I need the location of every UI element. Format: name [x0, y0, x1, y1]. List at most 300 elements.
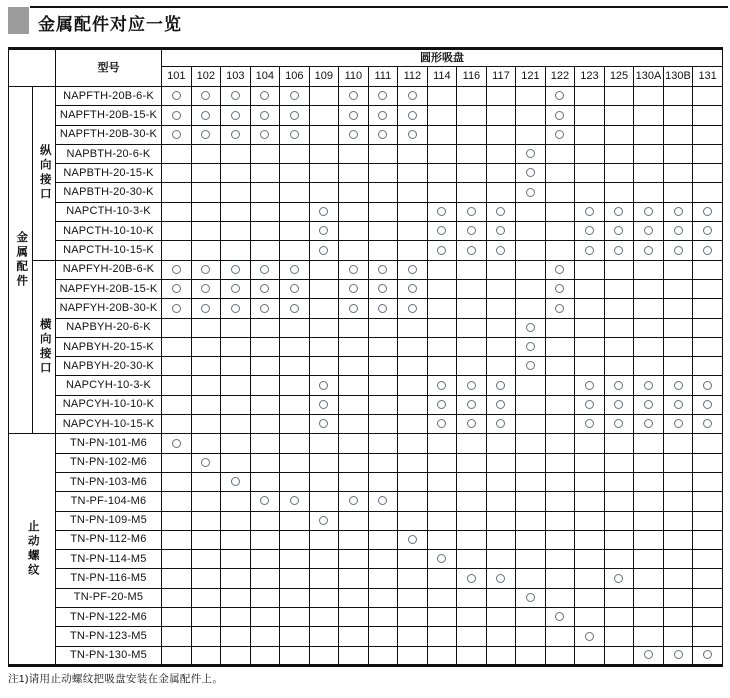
compat-cell [427, 202, 457, 221]
compat-cell [457, 144, 487, 163]
compat-cell [663, 511, 693, 530]
compat-cell [604, 550, 634, 569]
compat-cell [486, 241, 516, 260]
compat-cell [663, 376, 693, 395]
compat-cell [191, 415, 221, 434]
compat-cell [368, 337, 398, 356]
compat-cell [545, 125, 575, 144]
compat-cell [516, 87, 546, 106]
table-row [9, 646, 723, 665]
compat-cell [309, 376, 339, 395]
compat-cell [368, 87, 398, 106]
compat-cell [368, 125, 398, 144]
compat-cell [221, 550, 251, 569]
column-header: 101 [162, 67, 192, 87]
compat-cell [309, 299, 339, 318]
compat-cell [545, 299, 575, 318]
column-header: 131 [693, 67, 723, 87]
compat-circle [674, 650, 683, 659]
compat-cell [663, 337, 693, 356]
compat-cell [162, 222, 192, 241]
compat-circle [172, 91, 181, 100]
table-row [9, 299, 723, 318]
model-cell: TN-PN-112-M6 [56, 530, 162, 549]
compat-cell [339, 260, 369, 279]
compat-cell [368, 241, 398, 260]
table-row [9, 164, 723, 183]
compat-cell [339, 318, 369, 337]
compat-cell [368, 569, 398, 588]
compat-cell [250, 376, 280, 395]
compat-cell [545, 376, 575, 395]
compat-table-body [9, 49, 723, 666]
compat-cell [693, 318, 723, 337]
compat-circle [231, 111, 240, 120]
column-header: 130A [634, 67, 664, 87]
compat-cell [486, 453, 516, 472]
compat-cell [339, 202, 369, 221]
compat-circle [172, 304, 181, 313]
model-cell: NAPBTH-20-6-K [56, 144, 162, 163]
compat-cell [339, 492, 369, 511]
compat-cell [280, 279, 310, 298]
compat-cell [516, 299, 546, 318]
compat-cell [604, 260, 634, 279]
compat-cell [545, 627, 575, 646]
compat-cell [309, 550, 339, 569]
compat-circle [437, 400, 446, 409]
model-cell: NAPBYH-20-15-K [56, 337, 162, 356]
compat-cell [575, 125, 605, 144]
compat-cell [368, 627, 398, 646]
compat-circle [496, 207, 505, 216]
compat-cell [663, 202, 693, 221]
compat-cell [634, 395, 664, 414]
compat-cell [634, 608, 664, 627]
compat-circle [319, 516, 328, 525]
subgroup-label-text: 纵向接口 [38, 144, 51, 203]
compat-cell [693, 125, 723, 144]
compat-circle [408, 265, 417, 274]
compat-cell [280, 434, 310, 453]
compat-circle [496, 400, 505, 409]
compat-circle [674, 246, 683, 255]
compat-cell [280, 337, 310, 356]
compat-cell [162, 434, 192, 453]
compat-cell [221, 87, 251, 106]
compat-cell [575, 395, 605, 414]
compat-cell [575, 144, 605, 163]
compat-cell [516, 608, 546, 627]
compat-cell [162, 376, 192, 395]
compat-cell [545, 202, 575, 221]
compat-cell [250, 318, 280, 337]
table-row [9, 279, 723, 298]
compat-circle [555, 304, 564, 313]
compat-cell [368, 183, 398, 202]
model-cell: NAPFTH-20B-15-K [56, 106, 162, 125]
compat-cell [250, 492, 280, 511]
compat-cell [398, 337, 428, 356]
compat-cell [575, 164, 605, 183]
compat-cell [368, 530, 398, 549]
compat-cell [545, 164, 575, 183]
compat-cell [427, 241, 457, 260]
compat-circle [201, 304, 210, 313]
compat-cell [663, 144, 693, 163]
compat-cell [575, 202, 605, 221]
compat-circle [526, 149, 535, 158]
compat-cell [486, 376, 516, 395]
column-header: 110 [339, 67, 369, 87]
compat-cell [693, 106, 723, 125]
compat-circle [644, 650, 653, 659]
table-row [9, 608, 723, 627]
compat-circle [349, 284, 358, 293]
compat-cell [663, 550, 693, 569]
compat-cell [339, 550, 369, 569]
compat-cell [575, 299, 605, 318]
compat-cell [486, 87, 516, 106]
compat-cell [634, 588, 664, 607]
compat-cell [486, 183, 516, 202]
subgroup-label [33, 87, 56, 261]
compat-circle [467, 246, 476, 255]
compat-cell [368, 415, 398, 434]
compat-cell [663, 415, 693, 434]
compat-cell [398, 183, 428, 202]
compat-cell [634, 337, 664, 356]
compat-cell [427, 144, 457, 163]
model-cell: TN-PN-114-M5 [56, 550, 162, 569]
compat-cell [663, 569, 693, 588]
compat-table [8, 47, 723, 667]
table-row [9, 453, 723, 472]
compat-cell [486, 125, 516, 144]
compat-cell [280, 395, 310, 414]
compat-cell [368, 202, 398, 221]
compat-cell [398, 87, 428, 106]
compat-cell [280, 608, 310, 627]
model-cell: NAPBYH-20-30-K [56, 357, 162, 376]
compat-circle [408, 91, 417, 100]
compat-cell [545, 279, 575, 298]
compat-cell [575, 588, 605, 607]
compat-cell [663, 395, 693, 414]
compat-cell [486, 144, 516, 163]
compat-cell [191, 569, 221, 588]
compat-cell [368, 472, 398, 491]
compat-cell [398, 202, 428, 221]
compat-cell [663, 434, 693, 453]
compat-cell [516, 550, 546, 569]
compat-cell [250, 337, 280, 356]
compat-circle [260, 496, 269, 505]
compat-cell [634, 279, 664, 298]
compat-cell [457, 376, 487, 395]
compat-cell [162, 472, 192, 491]
compat-cell [368, 550, 398, 569]
compat-cell [604, 318, 634, 337]
compat-circle [201, 284, 210, 293]
compat-cell [545, 395, 575, 414]
compat-cell [604, 569, 634, 588]
compat-circle [555, 111, 564, 120]
compat-cell [250, 627, 280, 646]
compat-circle [231, 265, 240, 274]
table-row [9, 318, 723, 337]
compat-cell [457, 434, 487, 453]
table-row [9, 125, 723, 144]
compat-cell [634, 453, 664, 472]
compat-cell [398, 434, 428, 453]
compat-cell [221, 376, 251, 395]
model-cell: NAPCTH-10-10-K [56, 222, 162, 241]
compat-cell [634, 627, 664, 646]
compat-cell [427, 608, 457, 627]
compat-cell [339, 511, 369, 530]
compat-cell [457, 492, 487, 511]
compat-cell [250, 530, 280, 549]
suction-cup-header: 圆形吸盘 [162, 49, 723, 67]
compat-circle [644, 381, 653, 390]
compat-cell [162, 202, 192, 221]
compat-cell [162, 241, 192, 260]
compat-cell [191, 125, 221, 144]
compat-circle [467, 207, 476, 216]
compat-cell [339, 530, 369, 549]
compat-cell [486, 279, 516, 298]
compat-cell [162, 260, 192, 279]
compat-cell [221, 646, 251, 665]
compat-cell [634, 376, 664, 395]
compat-cell [368, 106, 398, 125]
compat-cell [693, 588, 723, 607]
compat-cell [693, 144, 723, 163]
compat-cell [486, 318, 516, 337]
compat-cell [575, 453, 605, 472]
compat-cell [368, 434, 398, 453]
compat-circle [585, 632, 594, 641]
compat-cell [250, 222, 280, 241]
compat-circle [555, 265, 564, 274]
compat-cell [604, 530, 634, 549]
compat-circle [674, 419, 683, 428]
compat-cell [398, 125, 428, 144]
compat-cell [457, 627, 487, 646]
compat-cell [634, 241, 664, 260]
compat-cell [162, 395, 192, 414]
compat-cell [368, 376, 398, 395]
compat-cell [693, 202, 723, 221]
compat-cell [427, 357, 457, 376]
footnote: 注1)请用止动螺纹把吸盘安装在金属配件上。 [8, 673, 224, 685]
compat-cell [368, 299, 398, 318]
compat-cell [486, 164, 516, 183]
compat-cell [280, 511, 310, 530]
compat-cell [221, 492, 251, 511]
compat-circle [585, 246, 594, 255]
compat-circle [674, 226, 683, 235]
compat-cell [250, 569, 280, 588]
compat-cell [604, 299, 634, 318]
compat-cell [604, 492, 634, 511]
group-label-text: 止动螺纹 [26, 520, 39, 579]
compat-cell [516, 260, 546, 279]
compat-cell [398, 318, 428, 337]
table-row [9, 550, 723, 569]
compat-cell [221, 260, 251, 279]
compat-circle [319, 246, 328, 255]
compat-cell [516, 588, 546, 607]
compat-cell [634, 106, 664, 125]
compat-cell [634, 299, 664, 318]
compat-cell [634, 530, 664, 549]
compat-cell [663, 299, 693, 318]
compat-cell [221, 106, 251, 125]
compat-cell [575, 492, 605, 511]
compat-cell [191, 550, 221, 569]
compat-cell [575, 318, 605, 337]
compat-cell [693, 550, 723, 569]
compat-cell [486, 569, 516, 588]
compat-circle [526, 342, 535, 351]
compat-cell [575, 260, 605, 279]
compat-cell [427, 492, 457, 511]
compat-circle [172, 130, 181, 139]
compat-cell [545, 530, 575, 549]
compat-cell [250, 260, 280, 279]
model-cell: NAPCYH-10-3-K [56, 376, 162, 395]
compat-circle [201, 458, 210, 467]
compat-cell [457, 453, 487, 472]
compat-cell [457, 550, 487, 569]
compat-circle [437, 207, 446, 216]
compat-circle [408, 304, 417, 313]
column-header: 121 [516, 67, 546, 87]
table-row [9, 144, 723, 163]
compat-cell [339, 125, 369, 144]
compat-cell [339, 395, 369, 414]
compat-cell [398, 511, 428, 530]
compat-circle [290, 284, 299, 293]
model-cell: NAPBTH-20-30-K [56, 183, 162, 202]
compat-cell [545, 144, 575, 163]
compat-cell [486, 260, 516, 279]
column-header: 102 [191, 67, 221, 87]
compat-cell [309, 434, 339, 453]
compat-circle [378, 284, 387, 293]
compat-circle [408, 130, 417, 139]
compat-cell [457, 318, 487, 337]
compat-cell [250, 279, 280, 298]
compat-cell [280, 164, 310, 183]
compat-cell [398, 106, 428, 125]
compat-cell [280, 357, 310, 376]
compat-circle [231, 304, 240, 313]
compat-circle [378, 496, 387, 505]
compat-cell [250, 164, 280, 183]
compat-cell [339, 569, 369, 588]
compat-circle [260, 284, 269, 293]
column-header: 125 [604, 67, 634, 87]
compat-cell [191, 241, 221, 260]
compat-cell [634, 125, 664, 144]
compat-cell [516, 569, 546, 588]
group-label-text: 金属配件 [15, 231, 28, 290]
compat-cell [693, 569, 723, 588]
compat-cell [604, 395, 634, 414]
compat-cell [309, 260, 339, 279]
compat-cell [280, 569, 310, 588]
compat-cell [398, 395, 428, 414]
compat-cell [191, 202, 221, 221]
compat-cell [221, 144, 251, 163]
compat-cell [486, 511, 516, 530]
compat-cell [693, 395, 723, 414]
compat-cell [309, 569, 339, 588]
compat-cell [663, 608, 693, 627]
compat-cell [309, 87, 339, 106]
compat-cell [545, 318, 575, 337]
compat-cell [693, 87, 723, 106]
compat-circle [437, 381, 446, 390]
compat-cell [486, 337, 516, 356]
compat-cell [693, 357, 723, 376]
table-row [9, 241, 723, 260]
compat-cell [191, 646, 221, 665]
compat-cell [250, 550, 280, 569]
compat-circle [614, 207, 623, 216]
compat-cell [339, 183, 369, 202]
compat-cell [191, 222, 221, 241]
compat-cell [634, 164, 664, 183]
compat-circle [555, 91, 564, 100]
compat-cell [339, 241, 369, 260]
compat-cell [162, 125, 192, 144]
compat-cell [221, 183, 251, 202]
compat-cell [280, 222, 310, 241]
model-cell: TN-PN-122-M6 [56, 608, 162, 627]
compat-circle [172, 284, 181, 293]
compat-cell [339, 588, 369, 607]
table-row [9, 511, 723, 530]
compat-cell [398, 627, 428, 646]
compat-cell [545, 106, 575, 125]
compat-circle [378, 265, 387, 274]
compat-cell [604, 588, 634, 607]
compat-cell [427, 453, 457, 472]
compat-cell [309, 492, 339, 511]
compat-circle [290, 304, 299, 313]
compat-cell [280, 183, 310, 202]
compat-circle [172, 439, 181, 448]
compat-cell [693, 241, 723, 260]
table-row [9, 588, 723, 607]
compat-cell [486, 492, 516, 511]
compat-cell [545, 453, 575, 472]
compat-cell [250, 588, 280, 607]
compat-cell [191, 608, 221, 627]
compat-cell [516, 241, 546, 260]
compat-cell [339, 279, 369, 298]
compat-cell [693, 260, 723, 279]
compat-cell [191, 453, 221, 472]
compat-circle [319, 419, 328, 428]
compat-cell [516, 627, 546, 646]
compat-cell [693, 472, 723, 491]
table-row [9, 222, 723, 241]
